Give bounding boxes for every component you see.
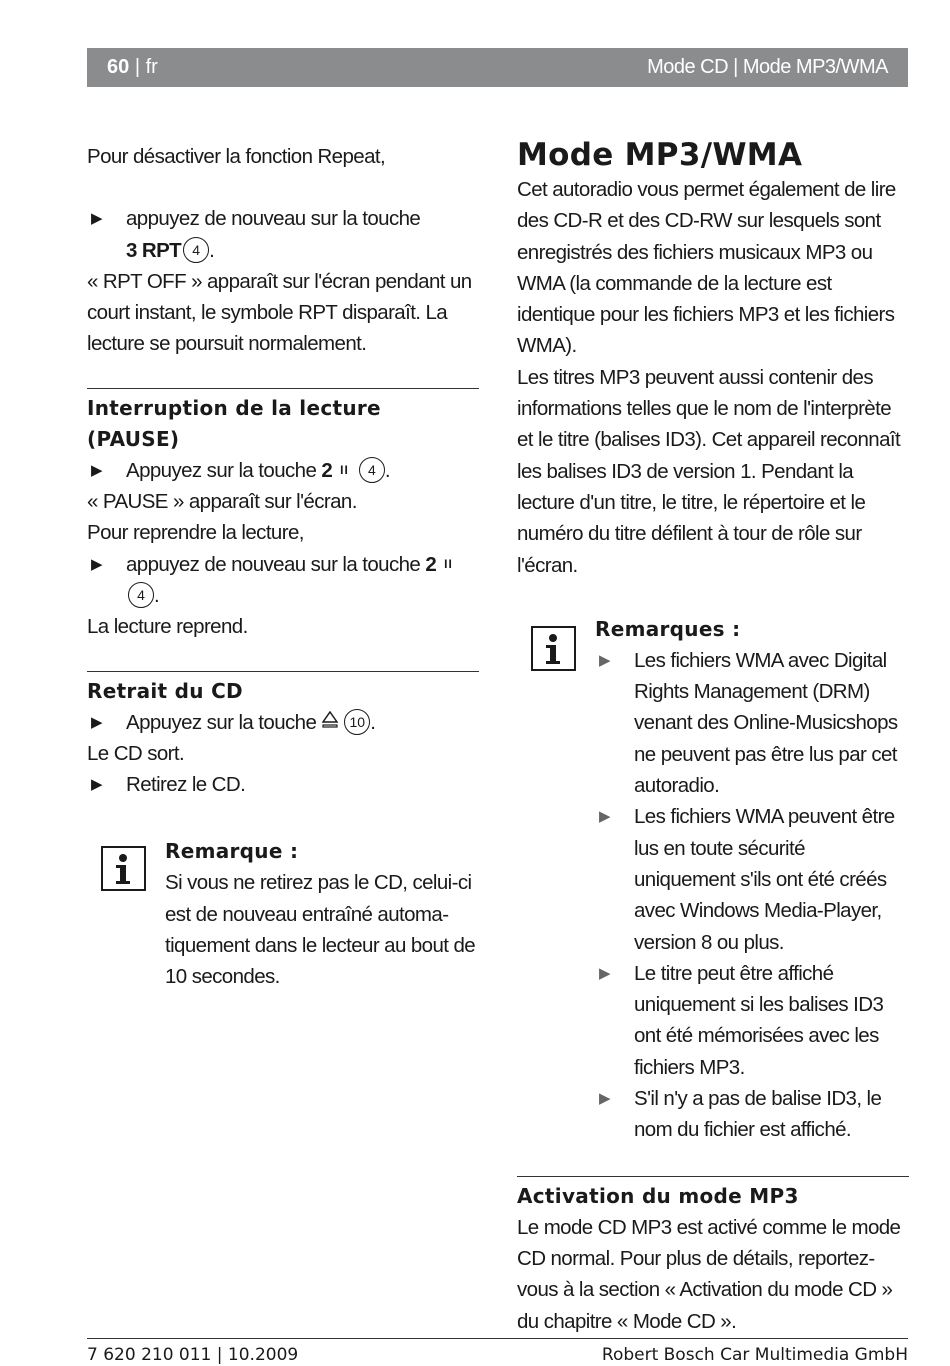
info-icon <box>101 846 146 891</box>
activation-heading: Activation du mode MP3 <box>517 1183 799 1208</box>
info-icon <box>531 626 576 671</box>
note-item <box>595 1083 909 1146</box>
note-item <box>595 958 909 1083</box>
pause-key-label: 2 <box>425 552 437 576</box>
notes-title: Remarques : <box>595 616 741 641</box>
page-number-label <box>107 56 158 79</box>
left-column <box>87 141 479 993</box>
eject-heading: Retrait du CD <box>87 678 243 703</box>
eject-icon <box>322 711 338 729</box>
note-item-text: Le titre peut être affiché uniquement si les balises ID3 ont été mémorisées avec les fichiers MP3. <box>634 961 884 1079</box>
eject-bullet: ▶ Appuyez sur la touche 10 . <box>87 707 479 738</box>
mp3-intro-paragraph: Cet autoradio vous permet également de lire des CD-R et des CD-RW sur lesquels sont enregistrés des fichiers musicaux MP3 ou WMA (la commande de la lecture est identique pour les fichiers MP3 et les fichiers WMA). <box>517 178 896 358</box>
section-heading: Mode MP3/WMA <box>517 137 803 173</box>
note-item-text: S'il n'y a pas de balise ID3, le nom du fichier est affiché. <box>634 1087 882 1142</box>
right-column <box>517 136 909 1337</box>
bullet-arrow-icon: ▶ <box>599 808 610 826</box>
bullet-arrow-icon: ▶ <box>599 651 610 669</box>
pause-heading: Interruption de la lecture (PAUSE) <box>87 395 381 451</box>
repeat-key-label: 3 RPT <box>126 238 182 262</box>
pause-section <box>87 388 479 643</box>
repeat-bullet: ▶ appuyez de nouveau sur la touche 3 RPT 4 . <box>87 203 479 266</box>
bullet-arrow-icon: ▶ <box>91 461 102 479</box>
activation-section <box>517 1176 909 1337</box>
note-item-text: Les fichiers WMA avec Digital Rights Management (DRM) venant des Online-Musicshops ne peuvent pas être lus par cet autoradio. <box>634 648 898 798</box>
eject-result: Le CD sort. <box>87 741 185 765</box>
note-text: Si vous ne retirez pas le CD, celui-ci est de nouveau entraîné automa-tiquement dans le lecteur au bout de 10 secondes. <box>165 871 476 989</box>
note-title: Remarque : <box>165 839 299 864</box>
bullet-arrow-icon: ▶ <box>91 713 102 731</box>
repeat-intro: Pour désactiver la fonction Repeat, <box>87 145 386 168</box>
remove-bullet <box>87 769 479 800</box>
repeat-bullet-text: appuyez de nouveau sur la touche <box>126 207 421 231</box>
bullet-arrow-icon: ▶ <box>91 210 102 228</box>
page-header <box>87 48 908 87</box>
pause-bullet: ▶ Appuyez sur la touche 2 II 4 . <box>87 455 479 486</box>
bullet-arrow-icon: ▶ <box>91 555 102 573</box>
company-name: Robert Bosch Car Multimedia GmbH <box>601 1345 908 1365</box>
pause-icon: II <box>340 462 349 477</box>
eject-section <box>87 671 479 801</box>
note-item <box>595 645 909 801</box>
pause-key-label: 2 <box>321 458 333 482</box>
remove-bullet-text: Retirez le CD. <box>126 773 246 797</box>
pause-bullet-text: Appuyez sur la touche <box>126 458 317 482</box>
key-10-badge: 10 <box>344 709 370 735</box>
notes-box <box>517 614 909 1146</box>
section-title: Mode CD | Mode MP3/WMA <box>647 56 888 78</box>
resume-intro: Pour reprendre la lecture, <box>87 521 304 545</box>
note-box <box>87 836 479 992</box>
pause-icon: II <box>444 556 453 571</box>
bullet-arrow-icon: ▶ <box>599 964 610 982</box>
bullet-arrow-icon: ▶ <box>599 1090 610 1108</box>
doc-number: 7 620 210 011 | 10.2009 <box>87 1345 299 1365</box>
bullet-arrow-icon: ▶ <box>91 776 102 794</box>
resume-result: La lecture reprend. <box>87 615 248 639</box>
eject-bullet-text: Appuyez sur la touche <box>126 710 317 734</box>
pause-result: « PAUSE » apparaît sur l'écran. <box>87 490 357 514</box>
resume-bullet: ▶ appuyez de nouveau sur la touche 2 II 4 . <box>87 549 479 612</box>
repeat-result: « RPT OFF » apparaît sur l'écran pendant un court instant, le symbole RPT disparaît. La lecture se poursuit normalement. <box>87 269 472 356</box>
key-4-badge: 4 <box>183 237 209 263</box>
id3-paragraph: Les titres MP3 peuvent aussi contenir des informations telles que le nom de l'interprète et le titre (balises ID3). Cet appareil reconnaît les balises ID3 de version 1. Pendant la lecture d'un titre, le titre, le répertoire et le numéro du titre défilent à tour de rôle sur l'écran. <box>517 365 901 577</box>
page-footer <box>87 1338 908 1365</box>
page-number: 60 <box>107 56 130 78</box>
note-item-text: Les fichiers WMA peuvent être lus en toute sécurité uniquement s'ils ont été créés avec Windows Media-Player, version 8 ou plus. <box>634 805 895 954</box>
language-code: | fr <box>134 56 158 78</box>
resume-bullet-text: appuyez de nouveau sur la touche <box>126 552 421 576</box>
activation-text: Le mode CD MP3 est activé comme le mode CD normal. Pour plus de détails, reportez-vous à la section « Activation du mode CD » du chapitre « Mode CD ». <box>517 1215 901 1333</box>
key-4-badge: 4 <box>128 582 154 608</box>
key-4-badge: 4 <box>359 457 385 483</box>
note-item <box>595 801 909 957</box>
